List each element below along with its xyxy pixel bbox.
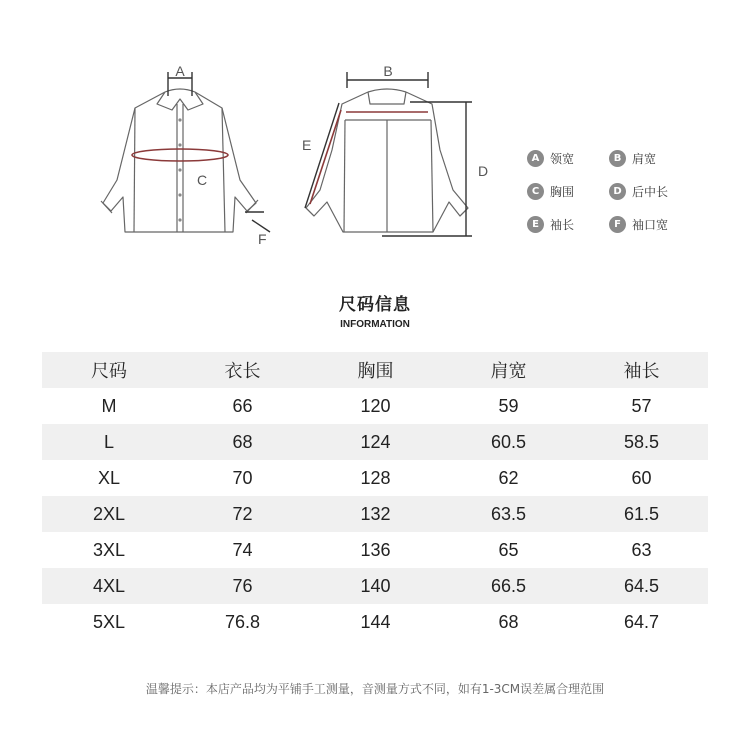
- title-chinese: 尺码信息: [339, 295, 411, 315]
- table-cell: 76: [232, 575, 253, 596]
- table-header-cell: 肩宽: [490, 361, 527, 381]
- table-cell: 66.5: [490, 575, 527, 596]
- measurement-diagram: [0, 0, 750, 280]
- table-cell: 66: [232, 395, 253, 416]
- table-cell: 63: [631, 539, 652, 560]
- table-cell: 2XL: [92, 503, 126, 524]
- legend-item-c: [527, 183, 574, 200]
- table-cell: 5XL: [92, 611, 126, 632]
- legend-badge-a: A: [527, 150, 544, 167]
- table-header-cell: 尺码: [91, 361, 127, 381]
- table-cell: 120: [360, 395, 391, 416]
- table-row: [42, 568, 708, 604]
- table-cell: 61.5: [623, 503, 660, 524]
- table-cell: 64.7: [623, 611, 660, 632]
- table-cell: 59: [498, 395, 519, 416]
- legend-label: 胸围: [550, 185, 575, 199]
- diagram-label-b: B: [383, 63, 393, 79]
- legend-badge-b: B: [609, 150, 626, 167]
- legend-badge-e: E: [527, 216, 544, 233]
- table-cell: 65: [498, 539, 519, 560]
- table-cell: 64.5: [623, 575, 660, 596]
- table-row: [42, 532, 708, 568]
- table-cell: 140: [360, 575, 391, 596]
- legend-item-f: [609, 216, 668, 233]
- table-row: [42, 424, 708, 460]
- back-shirt-illustration: [306, 89, 468, 232]
- legend-badge-f: F: [609, 216, 626, 233]
- legend-item-a: [527, 150, 574, 167]
- table-cell: 136: [360, 539, 391, 560]
- table-cell: 144: [360, 611, 391, 632]
- size-info-title: [0, 290, 750, 330]
- legend-item-e: [527, 216, 574, 233]
- legend-label: 肩宽: [632, 152, 657, 166]
- table-cell: 74: [232, 539, 253, 560]
- diagram-label-a: A: [175, 63, 185, 79]
- table-cell: 68: [232, 431, 253, 452]
- shirt-buttons: [178, 118, 181, 221]
- diagram-label-f: F: [258, 231, 267, 247]
- legend-label: 袖口宽: [632, 218, 669, 232]
- table-header-row: [42, 352, 708, 388]
- table-cell: 70: [232, 467, 253, 488]
- table-cell: 128: [360, 467, 391, 488]
- table-cell: 124: [360, 431, 391, 452]
- diagram-label-c: C: [196, 172, 208, 188]
- table-header-cell: 衣长: [224, 361, 261, 381]
- legend-item-d: [609, 183, 668, 200]
- legend-label: 领宽: [550, 152, 575, 166]
- measurement-note: 温馨提示：本店产品均为平铺手工测量，音测量方式不同，如有1-3CM误差属合理范围: [145, 682, 605, 696]
- table-row: [42, 604, 708, 640]
- diagram-label-d: D: [478, 163, 489, 179]
- table-header-cell: 袖长: [623, 361, 660, 381]
- table-cell: 4XL: [92, 575, 126, 596]
- table-cell: L: [103, 431, 114, 452]
- legend-label: 袖长: [550, 218, 575, 232]
- table-row: [42, 496, 708, 532]
- table-cell: M: [101, 395, 117, 416]
- legend-badge-d: D: [609, 183, 626, 200]
- table-cell: 72: [232, 503, 253, 524]
- legend-label: 后中长: [632, 185, 669, 199]
- title-english: INFORMATION: [340, 319, 410, 330]
- table-header-cell: 胸围: [357, 361, 394, 381]
- table-cell: 132: [360, 503, 391, 524]
- legend-item-b: [609, 150, 656, 167]
- table-cell: 3XL: [92, 539, 126, 560]
- table-cell: 60: [631, 467, 652, 488]
- table-cell: XL: [97, 467, 121, 488]
- table-cell: 58.5: [623, 431, 660, 452]
- table-cell: 57: [631, 395, 652, 416]
- table-cell: 63.5: [490, 503, 527, 524]
- table-cell: 62: [498, 467, 519, 488]
- table-row: [42, 388, 708, 424]
- diagram-label-e: E: [302, 137, 312, 153]
- table-cell: 60.5: [490, 431, 527, 452]
- table-cell: 76.8: [224, 611, 261, 632]
- table-row: [42, 460, 708, 496]
- table-cell: 68: [498, 611, 519, 632]
- legend-badge-c: C: [527, 183, 544, 200]
- size-table: [42, 352, 708, 640]
